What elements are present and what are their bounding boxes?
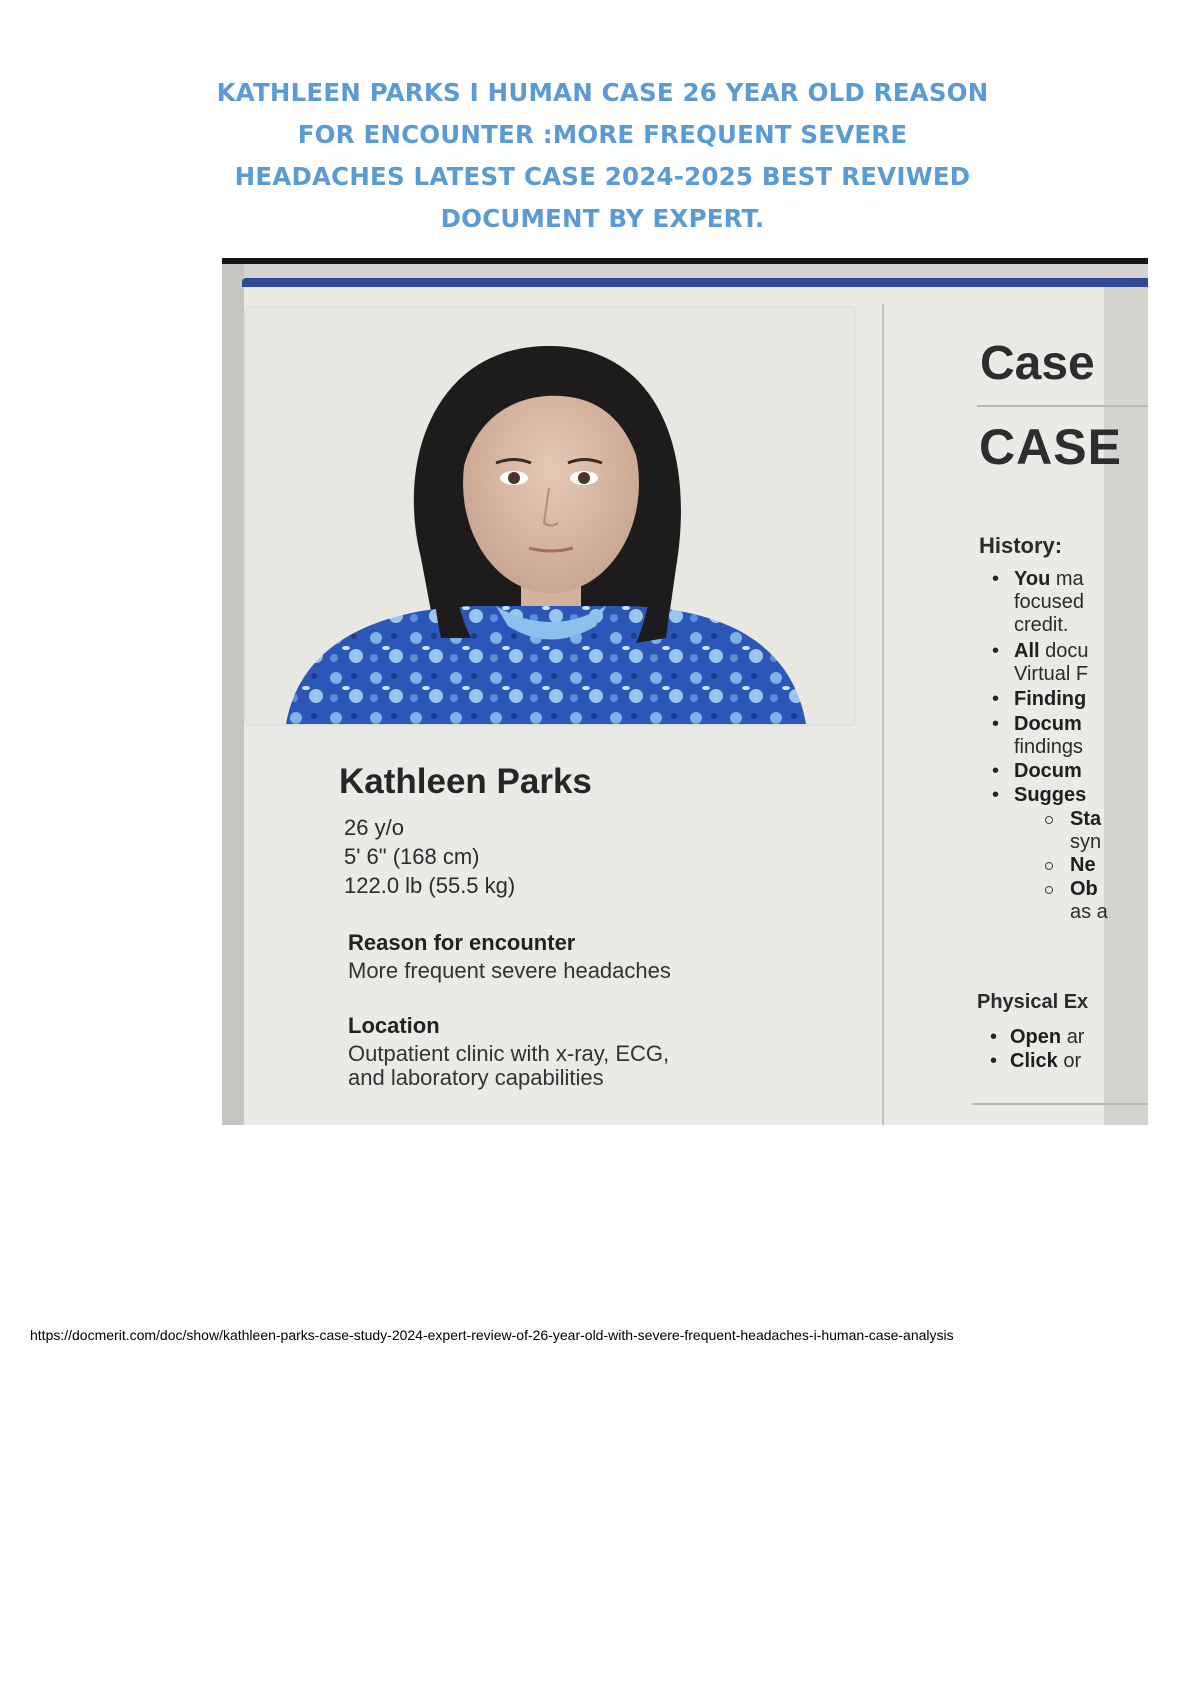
patient-age: 26 y/o (344, 815, 404, 840)
location-label: Location (348, 1013, 440, 1038)
portrait-illustration (246, 308, 854, 724)
bullet-dot: • (992, 713, 1000, 735)
sub-bullet-circle (1045, 816, 1053, 824)
bullet-dot: • (992, 640, 1000, 662)
location-line-2: and laboratory capabilities (348, 1065, 604, 1090)
bullet-dot: • (992, 760, 1000, 782)
physical-bullet-2: Click or (1010, 1050, 1082, 1072)
history-bullet-4-line-2: findings (1014, 736, 1083, 758)
history-bullet-2-line-2: Virtual F (1014, 663, 1089, 685)
panel-bottom-rule (972, 1103, 1148, 1105)
bullet-dot: • (992, 688, 1000, 710)
reason-value: More frequent severe headaches (348, 958, 671, 983)
header-blue-bar (242, 278, 1148, 287)
case-caps-heading: CASE (979, 419, 1122, 475)
title-line-4: DOCUMENT BY EXPERT. (440, 204, 765, 233)
sub-bullet-1: Sta (1070, 808, 1102, 830)
bullet-dot: • (990, 1050, 998, 1072)
patient-weight: 122.0 lb (55.5 kg) (344, 873, 516, 898)
heading-rule (977, 405, 1148, 407)
patient-portrait (246, 308, 854, 724)
document-title (200, 72, 1005, 240)
physical-bullet-1: Open ar (1010, 1026, 1085, 1048)
panel-divider (882, 304, 884, 1125)
sub-bullet-2: Ne (1070, 854, 1096, 876)
history-bullet-6: Sugges (1014, 784, 1087, 806)
title-line-3: HEADACHES LATEST CASE 2024-2025 BEST REVIWED (234, 162, 971, 191)
sub-bullet-circle (1045, 862, 1053, 870)
sub-bullet-3: Ob (1070, 878, 1098, 900)
case-heading: Case (980, 337, 1095, 390)
title-line-2: FOR ENCOUNTER :MORE FREQUENT SEVERE (297, 120, 908, 149)
history-bullet-5: Docum (1014, 760, 1082, 782)
history-bullet-1-line-2: focused (1014, 591, 1085, 613)
case-screenshot-photo (222, 258, 1148, 1125)
bullet-dot: • (992, 568, 1000, 590)
history-bullet-1: You ma (1014, 568, 1084, 590)
history-bullet-2: All docu (1014, 640, 1089, 662)
reason-label: Reason for encounter (348, 930, 576, 955)
sub-bullet-circle (1045, 886, 1053, 894)
bullet-dot: • (990, 1026, 998, 1048)
sub-bullet-3-line-2: as a (1070, 901, 1108, 923)
location-line-1: Outpatient clinic with x-ray, ECG, (348, 1041, 670, 1066)
history-label: History: (979, 533, 1063, 558)
photo-top-edge (222, 258, 1148, 264)
sub-bullet-1-line-2: syn (1070, 831, 1102, 853)
title-line-1: KATHLEEN PARKS I HUMAN CASE 26 YEAR OLD REASON (216, 78, 989, 107)
patient-height: 5' 6" (168 cm) (344, 844, 480, 869)
history-bullet-3: Finding (1014, 688, 1087, 710)
physical-exam-label: Physical Ex (977, 991, 1089, 1013)
patient-name: Kathleen Parks (339, 762, 592, 801)
history-bullet-1-line-3: credit. (1014, 614, 1069, 636)
photo-left-shade (222, 264, 244, 1125)
history-bullet-4: Docum (1014, 713, 1082, 735)
bullet-dot: • (992, 784, 1000, 806)
source-url[interactable]: https://docmerit.com/doc/show/kathleen-parks-case-study-2024-expert-review-of-26-year-old-with-severe-frequent-headaches-i-human-case-analysis (30, 1327, 954, 1343)
